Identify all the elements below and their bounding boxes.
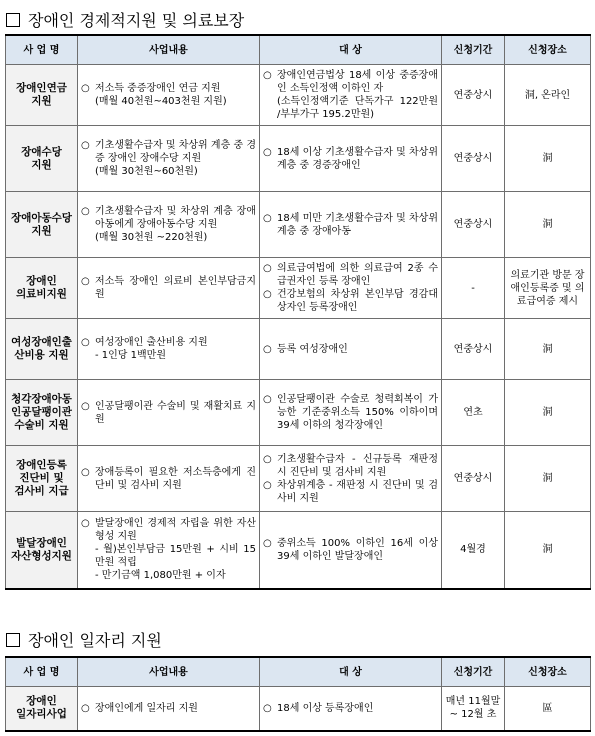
item-text: - 만기금액 1,080만원 + 이자 [95,570,226,582]
content-cell [78,687,260,731]
business-name-line: 산비용 지원 [14,349,69,361]
business-name-line: 지원 [31,224,52,237]
list-item [263,537,438,563]
target-cell [260,687,442,731]
period-cell: 매년 11월말 ~ 12월 초 [442,687,505,731]
content-cell [78,192,260,258]
period-cell: 연중상시 [442,126,505,192]
economic-support-table [5,34,591,590]
period-cell: 연중상시 [442,65,505,126]
item-text: 중위소득 100% 이하인 16세 이상 39세 이하인 발달장애인 [277,537,438,562]
business-name-cell [6,446,78,512]
header-target: 대 상 [260,657,442,687]
list-item [263,343,438,356]
circle-bullet-icon: ○ [263,146,272,158]
period-cell: 연중상시 [442,192,505,258]
business-name-cell [6,380,78,446]
item-text: 여성장애인 출산비용 지원 [95,337,208,348]
item-text: 차상위계층 - 재판정 시 진단비 및 검사비 지원 [277,479,438,504]
circle-bullet-icon: ○ [263,479,272,491]
place-cell: 區 [505,687,591,731]
circle-bullet-icon: ○ [263,394,272,405]
circle-bullet-icon: ○ [263,453,272,465]
item-text: 18세 미만 기초생활수급자 및 차상위계층 중 장애아동 [277,212,438,237]
list-item [81,543,256,569]
business-name-line: 의료비지원 [16,288,67,300]
business-name-cell [6,512,78,589]
header-target: 대 상 [260,35,442,65]
list-item [81,466,256,492]
business-name-line: 장애인연금 [16,82,67,94]
list-item [263,288,438,314]
circle-bullet-icon: ○ [81,140,90,151]
content-cell [78,65,260,126]
business-name-line: 장애인등록 [16,459,67,471]
table-row [6,258,591,319]
list-item [263,69,438,95]
circle-bullet-icon: ○ [81,702,90,714]
list-item [81,569,256,582]
place-cell: 洞 [505,192,591,258]
table-row [6,446,591,512]
business-name-line: 검사비 지급 [14,485,69,497]
item-text: (소득인정액기준 단독가구 122만원 /부부가구 195.2만원) [277,96,438,120]
period-cell: 연초 [442,380,505,446]
business-name-line: 청각장애아동 [11,393,72,405]
list-item [81,349,256,362]
place-cell: 洞 [505,380,591,446]
business-name-cell [6,65,78,126]
circle-bullet-icon: ○ [263,537,272,549]
list-item [263,262,438,288]
place-cell: 洞 [505,512,591,589]
item-text: - 월)본인부담금 15만원 + 시비 15만원 적립 [95,544,256,569]
list-item [263,146,438,172]
target-cell [260,319,442,380]
target-cell [260,380,442,446]
header-content: 사업내용 [78,35,260,65]
list-item [81,82,256,95]
circle-bullet-icon: ○ [263,70,272,81]
business-name-cell [6,192,78,258]
section-title-economic-support [6,8,244,31]
list-item [263,453,438,479]
item-text: 인공달팽이관 수술로 청력회복이 가능한 기준중위소득 150% 이하이며 39세 이하의 청각장애인 [277,394,438,431]
checkbox-square-icon [6,633,20,647]
target-cell [260,258,442,319]
list-item [81,336,256,349]
list-item [81,205,256,231]
header-content: 사업내용 [78,657,260,687]
table-row [6,192,591,258]
list-item [263,212,438,238]
content-cell [78,126,260,192]
target-cell [260,192,442,258]
business-name-line: 지원 [31,158,52,171]
header-business-name: 사 업 명 [6,35,78,65]
circle-bullet-icon: ○ [263,343,272,355]
table-row [6,380,591,446]
target-cell [260,446,442,512]
period-cell: 4월경 [442,512,505,589]
item-text: 장애등록이 필요한 저소득층에게 진단비 및 검사비 지원 [95,466,256,491]
business-name-cell [6,319,78,380]
table-header-row [6,657,591,687]
place-cell: 의료기관 방문 장애인등록증 및 의료급여증 제시 [505,258,591,319]
header-period: 신청기간 [442,657,505,687]
content-cell [78,512,260,589]
checkbox-square-icon [6,13,20,27]
business-name-line: 진단비 및 [19,472,64,484]
period-cell: 연중상시 [442,446,505,512]
business-name-line: 수술비 지원 [14,419,69,431]
list-item [263,702,438,715]
circle-bullet-icon: ○ [81,83,90,94]
table-row [6,512,591,589]
item-text: 18세 이상 등록장애인 [277,702,374,714]
business-name-cell [6,258,78,319]
circle-bullet-icon: ○ [81,400,90,412]
item-text: 기초생활수급자 - 신규등록 재판정 시 진단비 및 검사비 지원 [277,453,438,478]
list-item [81,95,256,108]
list-item [81,517,256,543]
place-cell: 洞 [505,319,591,380]
circle-bullet-icon: ○ [81,337,90,348]
list-item [81,702,256,715]
business-name-line: 지원 [31,95,52,107]
jobs-support-table [5,656,591,732]
header-period: 신청기간 [442,35,505,65]
item-text: 의료급여법에 의한 의료급여 2종 수급권자인 등록 장애인 [277,263,438,287]
period-cell: - [442,258,505,319]
place-cell: 洞 [505,126,591,192]
item-text: 발달장애인 경제적 자립을 위한 자산 형성 지원 [95,518,256,543]
item-text: (매월 40천원~403천원 지원) [95,96,227,107]
table-row [6,65,591,126]
header-business-name: 사 업 명 [6,657,78,687]
business-name-line: 발달장애인 [16,536,67,549]
content-cell [78,258,260,319]
circle-bullet-icon: ○ [81,276,90,287]
place-cell: 洞, 온라인 [505,65,591,126]
item-text: (매월 30천원~60천원) [95,166,198,177]
target-cell [260,512,442,589]
business-name-line: 장애인 [26,275,57,287]
business-name-line: 일자리사업 [16,708,67,721]
item-text: 18세 이상 기초생활수급자 및 차상위계층 중 경증장애인 [277,146,438,171]
list-item [263,393,438,432]
circle-bullet-icon: ○ [263,263,272,274]
list-item [81,139,256,165]
circle-bullet-icon: ○ [263,702,272,714]
business-name-line: 장애수당 [21,145,62,158]
target-cell [260,126,442,192]
table-row [6,126,591,192]
business-name-line: 여성장애인출 [11,336,72,348]
list-item [81,165,256,178]
content-cell [78,446,260,512]
business-name-line: 자산형성지원 [11,549,72,562]
place-cell: 洞 [505,446,591,512]
item-text: 인공달팽이관 수술비 및 재활치료 지원 [95,400,256,425]
content-cell [78,380,260,446]
business-name-line: 장애아동수당 [11,211,72,224]
item-text: 저소득 장애인 의료비 본인부담금지원 [95,276,256,300]
business-name-cell [6,687,78,731]
header-place: 신청장소 [505,35,591,65]
header-place: 신청장소 [505,657,591,687]
list-item [81,400,256,426]
item-text: 저소득 중증장애인 연금 지원 [95,83,221,94]
section-title-text: 장애인 일자리 지원 [28,631,162,650]
period-cell: 연중상시 [442,319,505,380]
item-text: 장애인연금법상 18세 이상 중증장애인 소득인정액 이하인 자 [277,70,438,94]
list-item [81,231,256,244]
list-item [263,479,438,505]
item-text: - 1인당 1백만원 [95,350,166,361]
item-text: 건강보험의 차상위 본인부담 경감대상자인 등록장애인 [277,289,438,313]
business-name-line: 인공달팽이관 [11,406,72,418]
table-row [6,319,591,380]
list-item [81,275,256,301]
item-text: 장애인에게 일자리 지원 [95,702,198,714]
list-item [263,95,438,121]
section-title-text: 장애인 경제적지원 및 의료보장 [28,11,245,30]
target-cell [260,65,442,126]
business-name-cell [6,126,78,192]
circle-bullet-icon: ○ [263,289,272,300]
item-text: 등록 여성장애인 [277,343,348,355]
table-header-row [6,35,591,65]
item-text: 기초생활수급자 및 차상위 계층 장애아동에게 장애아동수당 지원 [95,206,256,230]
business-name-line: 장애인 [26,695,57,708]
table-row [6,687,591,731]
content-cell [78,319,260,380]
circle-bullet-icon: ○ [81,466,90,478]
section-title-jobs [6,628,162,651]
circle-bullet-icon: ○ [81,518,90,530]
item-text: (매월 30천원 ~220천원) [95,232,208,243]
item-text: 기초생활수급자 및 차상위 계층 중 경증 장애인 장애수당 지원 [95,140,256,164]
circle-bullet-icon: ○ [263,212,272,224]
circle-bullet-icon: ○ [81,206,90,217]
